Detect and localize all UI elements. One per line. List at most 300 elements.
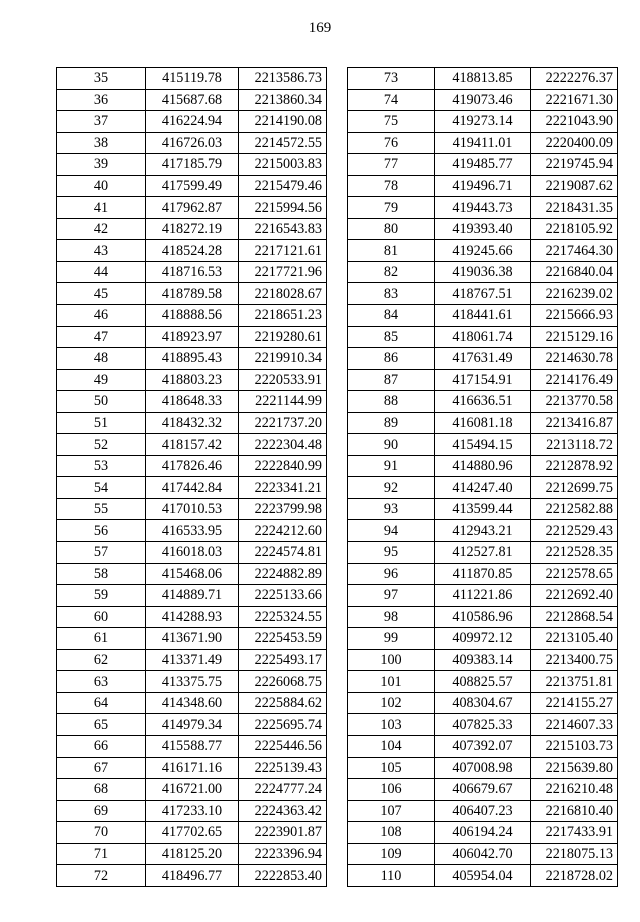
x-coordinate-cell: 418895.43 [146, 348, 239, 370]
table-row [57, 735, 327, 757]
point-number-cell: 103 [348, 714, 435, 736]
y-coordinate-cell: 2212878.92 [531, 455, 618, 477]
table-row [57, 305, 327, 327]
point-number-cell: 46 [57, 305, 146, 327]
table-row [57, 542, 327, 564]
y-coordinate-cell: 2225446.56 [239, 735, 327, 757]
table-row [57, 111, 327, 133]
table-row [57, 606, 327, 628]
x-coordinate-cell: 410586.96 [435, 606, 531, 628]
point-number-cell: 35 [57, 68, 146, 90]
y-coordinate-cell: 2223799.98 [239, 498, 327, 520]
table-row [57, 822, 327, 844]
table-row [57, 563, 327, 585]
point-number-cell: 77 [348, 154, 435, 176]
y-coordinate-cell: 2222853.40 [239, 865, 327, 887]
table-row [57, 261, 327, 283]
y-coordinate-cell: 2212868.54 [531, 606, 618, 628]
table-row [348, 520, 618, 542]
point-number-cell: 40 [57, 175, 146, 197]
point-number-cell: 55 [57, 498, 146, 520]
point-number-cell: 37 [57, 111, 146, 133]
point-number-cell: 65 [57, 714, 146, 736]
y-coordinate-cell: 2220533.91 [239, 369, 327, 391]
table-row [348, 757, 618, 779]
x-coordinate-cell: 416721.00 [146, 779, 239, 801]
y-coordinate-cell: 2214572.55 [239, 132, 327, 154]
point-number-cell: 45 [57, 283, 146, 305]
table-row [348, 628, 618, 650]
table-row [57, 628, 327, 650]
x-coordinate-cell: 418432.32 [146, 412, 239, 434]
y-coordinate-cell: 2218028.67 [239, 283, 327, 305]
y-coordinate-cell: 2217121.61 [239, 240, 327, 262]
point-number-cell: 72 [57, 865, 146, 887]
x-coordinate-cell: 418524.28 [146, 240, 239, 262]
table-row [348, 68, 618, 90]
y-coordinate-cell: 2214607.33 [531, 714, 618, 736]
point-number-cell: 66 [57, 735, 146, 757]
x-coordinate-cell: 412527.81 [435, 542, 531, 564]
x-coordinate-cell: 407392.07 [435, 735, 531, 757]
table-row [57, 391, 327, 413]
table-row [348, 477, 618, 499]
table-row [57, 89, 327, 111]
table-row [57, 520, 327, 542]
y-coordinate-cell: 2212529.43 [531, 520, 618, 542]
y-coordinate-cell: 2215129.16 [531, 326, 618, 348]
table-row [57, 477, 327, 499]
point-number-cell: 62 [57, 649, 146, 671]
x-coordinate-cell: 414288.93 [146, 606, 239, 628]
point-number-cell: 42 [57, 218, 146, 240]
y-coordinate-cell: 2218728.02 [531, 865, 618, 887]
x-coordinate-cell: 419245.66 [435, 240, 531, 262]
point-number-cell: 56 [57, 520, 146, 542]
table-row [57, 240, 327, 262]
x-coordinate-cell: 416081.18 [435, 412, 531, 434]
y-coordinate-cell: 2216840.04 [531, 261, 618, 283]
x-coordinate-cell: 415468.06 [146, 563, 239, 585]
y-coordinate-cell: 2214630.78 [531, 348, 618, 370]
point-number-cell: 94 [348, 520, 435, 542]
y-coordinate-cell: 2215103.73 [531, 735, 618, 757]
point-number-cell: 51 [57, 412, 146, 434]
table-row [57, 175, 327, 197]
y-coordinate-cell: 2214155.27 [531, 692, 618, 714]
table-row [57, 800, 327, 822]
table-row [348, 132, 618, 154]
point-number-cell: 89 [348, 412, 435, 434]
x-coordinate-cell: 418061.74 [435, 326, 531, 348]
x-coordinate-cell: 419443.73 [435, 197, 531, 219]
y-coordinate-cell: 2225139.43 [239, 757, 327, 779]
point-number-cell: 104 [348, 735, 435, 757]
y-coordinate-cell: 2212692.40 [531, 585, 618, 607]
x-coordinate-cell: 407008.98 [435, 757, 531, 779]
table-row [57, 348, 327, 370]
point-number-cell: 108 [348, 822, 435, 844]
y-coordinate-cell: 2213770.58 [531, 391, 618, 413]
x-coordinate-cell: 406042.70 [435, 843, 531, 865]
y-coordinate-cell: 2212578.65 [531, 563, 618, 585]
coordinate-table-left [56, 67, 327, 887]
table-row [348, 391, 618, 413]
point-number-cell: 58 [57, 563, 146, 585]
table-row [348, 218, 618, 240]
table-row [348, 822, 618, 844]
point-number-cell: 105 [348, 757, 435, 779]
x-coordinate-cell: 413375.75 [146, 671, 239, 693]
point-number-cell: 93 [348, 498, 435, 520]
x-coordinate-cell: 418441.61 [435, 305, 531, 327]
y-coordinate-cell: 2218431.35 [531, 197, 618, 219]
point-number-cell: 38 [57, 132, 146, 154]
table-row [348, 89, 618, 111]
point-number-cell: 53 [57, 455, 146, 477]
table-row [348, 283, 618, 305]
y-coordinate-cell: 2222276.37 [531, 68, 618, 90]
y-coordinate-cell: 2214176.49 [531, 369, 618, 391]
x-coordinate-cell: 417233.10 [146, 800, 239, 822]
point-number-cell: 47 [57, 326, 146, 348]
y-coordinate-cell: 2222304.48 [239, 434, 327, 456]
table-row [57, 455, 327, 477]
point-number-cell: 110 [348, 865, 435, 887]
y-coordinate-cell: 2226068.75 [239, 671, 327, 693]
table-row [57, 714, 327, 736]
point-number-cell: 43 [57, 240, 146, 262]
y-coordinate-cell: 2214190.08 [239, 111, 327, 133]
x-coordinate-cell: 411870.85 [435, 563, 531, 585]
y-coordinate-cell: 2217721.96 [239, 261, 327, 283]
table-row [348, 175, 618, 197]
point-number-cell: 81 [348, 240, 435, 262]
point-number-cell: 80 [348, 218, 435, 240]
x-coordinate-cell: 416224.94 [146, 111, 239, 133]
point-number-cell: 76 [348, 132, 435, 154]
table-row [57, 68, 327, 90]
x-coordinate-cell: 418157.42 [146, 434, 239, 456]
y-coordinate-cell: 2219910.34 [239, 348, 327, 370]
point-number-cell: 98 [348, 606, 435, 628]
table-row [57, 671, 327, 693]
y-coordinate-cell: 2224363.42 [239, 800, 327, 822]
table-row [57, 154, 327, 176]
y-coordinate-cell: 2212528.35 [531, 542, 618, 564]
table-row [57, 585, 327, 607]
point-number-cell: 69 [57, 800, 146, 822]
table-row [57, 649, 327, 671]
point-number-cell: 73 [348, 68, 435, 90]
x-coordinate-cell: 415687.68 [146, 89, 239, 111]
y-coordinate-cell: 2225695.74 [239, 714, 327, 736]
x-coordinate-cell: 416018.03 [146, 542, 239, 564]
y-coordinate-cell: 2212582.88 [531, 498, 618, 520]
x-coordinate-cell: 413371.49 [146, 649, 239, 671]
point-number-cell: 59 [57, 585, 146, 607]
y-coordinate-cell: 2216210.48 [531, 779, 618, 801]
y-coordinate-cell: 2213400.75 [531, 649, 618, 671]
table-row [348, 305, 618, 327]
table-row [57, 498, 327, 520]
x-coordinate-cell: 414247.40 [435, 477, 531, 499]
table-row [57, 197, 327, 219]
point-number-cell: 50 [57, 391, 146, 413]
x-coordinate-cell: 408825.57 [435, 671, 531, 693]
x-coordinate-cell: 417599.49 [146, 175, 239, 197]
table-row [57, 369, 327, 391]
x-coordinate-cell: 413599.44 [435, 498, 531, 520]
x-coordinate-cell: 412943.21 [435, 520, 531, 542]
y-coordinate-cell: 2213586.73 [239, 68, 327, 90]
y-coordinate-cell: 2215994.56 [239, 197, 327, 219]
point-number-cell: 99 [348, 628, 435, 650]
point-number-cell: 106 [348, 779, 435, 801]
table-row [348, 692, 618, 714]
table-row [348, 154, 618, 176]
x-coordinate-cell: 414880.96 [435, 455, 531, 477]
page-number: 169 [308, 20, 332, 36]
point-number-cell: 48 [57, 348, 146, 370]
table-row [348, 563, 618, 585]
x-coordinate-cell: 419036.38 [435, 261, 531, 283]
table-row [348, 326, 618, 348]
table-row [348, 800, 618, 822]
point-number-cell: 101 [348, 671, 435, 693]
table-row [57, 434, 327, 456]
x-coordinate-cell: 406407.23 [435, 800, 531, 822]
x-coordinate-cell: 408304.67 [435, 692, 531, 714]
y-coordinate-cell: 2221737.20 [239, 412, 327, 434]
point-number-cell: 86 [348, 348, 435, 370]
y-coordinate-cell: 2216810.40 [531, 800, 618, 822]
x-coordinate-cell: 419496.71 [435, 175, 531, 197]
point-number-cell: 82 [348, 261, 435, 283]
y-coordinate-cell: 2218105.92 [531, 218, 618, 240]
x-coordinate-cell: 405954.04 [435, 865, 531, 887]
table-row [348, 498, 618, 520]
table-row [57, 283, 327, 305]
y-coordinate-cell: 2213860.34 [239, 89, 327, 111]
point-number-cell: 100 [348, 649, 435, 671]
x-coordinate-cell: 417442.84 [146, 477, 239, 499]
table-row [57, 865, 327, 887]
point-number-cell: 102 [348, 692, 435, 714]
y-coordinate-cell: 2217464.30 [531, 240, 618, 262]
y-coordinate-cell: 2216543.83 [239, 218, 327, 240]
table-row [348, 111, 618, 133]
point-number-cell: 75 [348, 111, 435, 133]
x-coordinate-cell: 407825.33 [435, 714, 531, 736]
point-number-cell: 79 [348, 197, 435, 219]
point-number-cell: 90 [348, 434, 435, 456]
point-number-cell: 85 [348, 326, 435, 348]
point-number-cell: 44 [57, 261, 146, 283]
point-number-cell: 87 [348, 369, 435, 391]
point-number-cell: 67 [57, 757, 146, 779]
y-coordinate-cell: 2224882.89 [239, 563, 327, 585]
x-coordinate-cell: 419393.40 [435, 218, 531, 240]
point-number-cell: 60 [57, 606, 146, 628]
table-row [348, 865, 618, 887]
y-coordinate-cell: 2224777.24 [239, 779, 327, 801]
x-coordinate-cell: 415588.77 [146, 735, 239, 757]
x-coordinate-cell: 406194.24 [435, 822, 531, 844]
y-coordinate-cell: 2225324.55 [239, 606, 327, 628]
point-number-cell: 39 [57, 154, 146, 176]
y-coordinate-cell: 2213751.81 [531, 671, 618, 693]
point-number-cell: 78 [348, 175, 435, 197]
table-row [348, 843, 618, 865]
table-row [57, 757, 327, 779]
y-coordinate-cell: 2224212.60 [239, 520, 327, 542]
table-row [348, 671, 618, 693]
point-number-cell: 36 [57, 89, 146, 111]
y-coordinate-cell: 2218075.13 [531, 843, 618, 865]
x-coordinate-cell: 414979.34 [146, 714, 239, 736]
x-coordinate-cell: 417826.46 [146, 455, 239, 477]
y-coordinate-cell: 2217433.91 [531, 822, 618, 844]
table-row [348, 606, 618, 628]
x-coordinate-cell: 406679.67 [435, 779, 531, 801]
y-coordinate-cell: 2215479.46 [239, 175, 327, 197]
x-coordinate-cell: 417962.87 [146, 197, 239, 219]
x-coordinate-cell: 418813.85 [435, 68, 531, 90]
table-row [348, 348, 618, 370]
point-number-cell: 71 [57, 843, 146, 865]
table-row [348, 779, 618, 801]
y-coordinate-cell: 2215666.93 [531, 305, 618, 327]
x-coordinate-cell: 417185.79 [146, 154, 239, 176]
y-coordinate-cell: 2222840.99 [239, 455, 327, 477]
x-coordinate-cell: 419273.14 [435, 111, 531, 133]
point-number-cell: 49 [57, 369, 146, 391]
x-coordinate-cell: 414889.71 [146, 585, 239, 607]
table-row [57, 218, 327, 240]
x-coordinate-cell: 417702.65 [146, 822, 239, 844]
table-row [348, 735, 618, 757]
y-coordinate-cell: 2216239.02 [531, 283, 618, 305]
y-coordinate-cell: 2221043.90 [531, 111, 618, 133]
x-coordinate-cell: 409383.14 [435, 649, 531, 671]
table-row [348, 455, 618, 477]
y-coordinate-cell: 2225133.66 [239, 585, 327, 607]
point-number-cell: 41 [57, 197, 146, 219]
x-coordinate-cell: 409972.12 [435, 628, 531, 650]
point-number-cell: 97 [348, 585, 435, 607]
x-coordinate-cell: 413671.90 [146, 628, 239, 650]
x-coordinate-cell: 416533.95 [146, 520, 239, 542]
y-coordinate-cell: 2213118.72 [531, 434, 618, 456]
table-row [348, 434, 618, 456]
y-coordinate-cell: 2213105.40 [531, 628, 618, 650]
table-row [57, 326, 327, 348]
table-row [348, 714, 618, 736]
x-coordinate-cell: 415494.15 [435, 434, 531, 456]
point-number-cell: 96 [348, 563, 435, 585]
table-row [57, 843, 327, 865]
x-coordinate-cell: 417631.49 [435, 348, 531, 370]
point-number-cell: 63 [57, 671, 146, 693]
y-coordinate-cell: 2223341.21 [239, 477, 327, 499]
y-coordinate-cell: 2221671.30 [531, 89, 618, 111]
point-number-cell: 74 [348, 89, 435, 111]
table-row [348, 412, 618, 434]
point-number-cell: 68 [57, 779, 146, 801]
point-number-cell: 88 [348, 391, 435, 413]
y-coordinate-cell: 2218651.23 [239, 305, 327, 327]
coordinate-table-right [347, 67, 618, 887]
y-coordinate-cell: 2225453.59 [239, 628, 327, 650]
point-number-cell: 83 [348, 283, 435, 305]
x-coordinate-cell: 418125.20 [146, 843, 239, 865]
x-coordinate-cell: 418789.58 [146, 283, 239, 305]
x-coordinate-cell: 418496.77 [146, 865, 239, 887]
x-coordinate-cell: 418888.56 [146, 305, 239, 327]
table-row [348, 240, 618, 262]
y-coordinate-cell: 2220400.09 [531, 132, 618, 154]
table-row [348, 649, 618, 671]
point-number-cell: 92 [348, 477, 435, 499]
point-number-cell: 107 [348, 800, 435, 822]
y-coordinate-cell: 2223396.94 [239, 843, 327, 865]
point-number-cell: 91 [348, 455, 435, 477]
y-coordinate-cell: 2224574.81 [239, 542, 327, 564]
x-coordinate-cell: 411221.86 [435, 585, 531, 607]
x-coordinate-cell: 418272.19 [146, 218, 239, 240]
x-coordinate-cell: 416726.03 [146, 132, 239, 154]
x-coordinate-cell: 418923.97 [146, 326, 239, 348]
point-number-cell: 95 [348, 542, 435, 564]
y-coordinate-cell: 2225493.17 [239, 649, 327, 671]
x-coordinate-cell: 418648.33 [146, 391, 239, 413]
x-coordinate-cell: 418803.23 [146, 369, 239, 391]
y-coordinate-cell: 2219087.62 [531, 175, 618, 197]
table-row [348, 197, 618, 219]
x-coordinate-cell: 415119.78 [146, 68, 239, 90]
table-row [57, 779, 327, 801]
point-number-cell: 54 [57, 477, 146, 499]
point-number-cell: 70 [57, 822, 146, 844]
y-coordinate-cell: 2221144.99 [239, 391, 327, 413]
x-coordinate-cell: 418767.51 [435, 283, 531, 305]
x-coordinate-cell: 419485.77 [435, 154, 531, 176]
y-coordinate-cell: 2223901.87 [239, 822, 327, 844]
x-coordinate-cell: 416636.51 [435, 391, 531, 413]
y-coordinate-cell: 2219745.94 [531, 154, 618, 176]
x-coordinate-cell: 418716.53 [146, 261, 239, 283]
point-number-cell: 57 [57, 542, 146, 564]
point-number-cell: 64 [57, 692, 146, 714]
table-row [57, 692, 327, 714]
table-row [348, 369, 618, 391]
table-row [57, 412, 327, 434]
point-number-cell: 52 [57, 434, 146, 456]
table-row [348, 542, 618, 564]
y-coordinate-cell: 2213416.87 [531, 412, 618, 434]
x-coordinate-cell: 417154.91 [435, 369, 531, 391]
table-row [348, 585, 618, 607]
y-coordinate-cell: 2212699.75 [531, 477, 618, 499]
x-coordinate-cell: 414348.60 [146, 692, 239, 714]
y-coordinate-cell: 2219280.61 [239, 326, 327, 348]
x-coordinate-cell: 419073.46 [435, 89, 531, 111]
x-coordinate-cell: 416171.16 [146, 757, 239, 779]
point-number-cell: 109 [348, 843, 435, 865]
y-coordinate-cell: 2215003.83 [239, 154, 327, 176]
point-number-cell: 61 [57, 628, 146, 650]
